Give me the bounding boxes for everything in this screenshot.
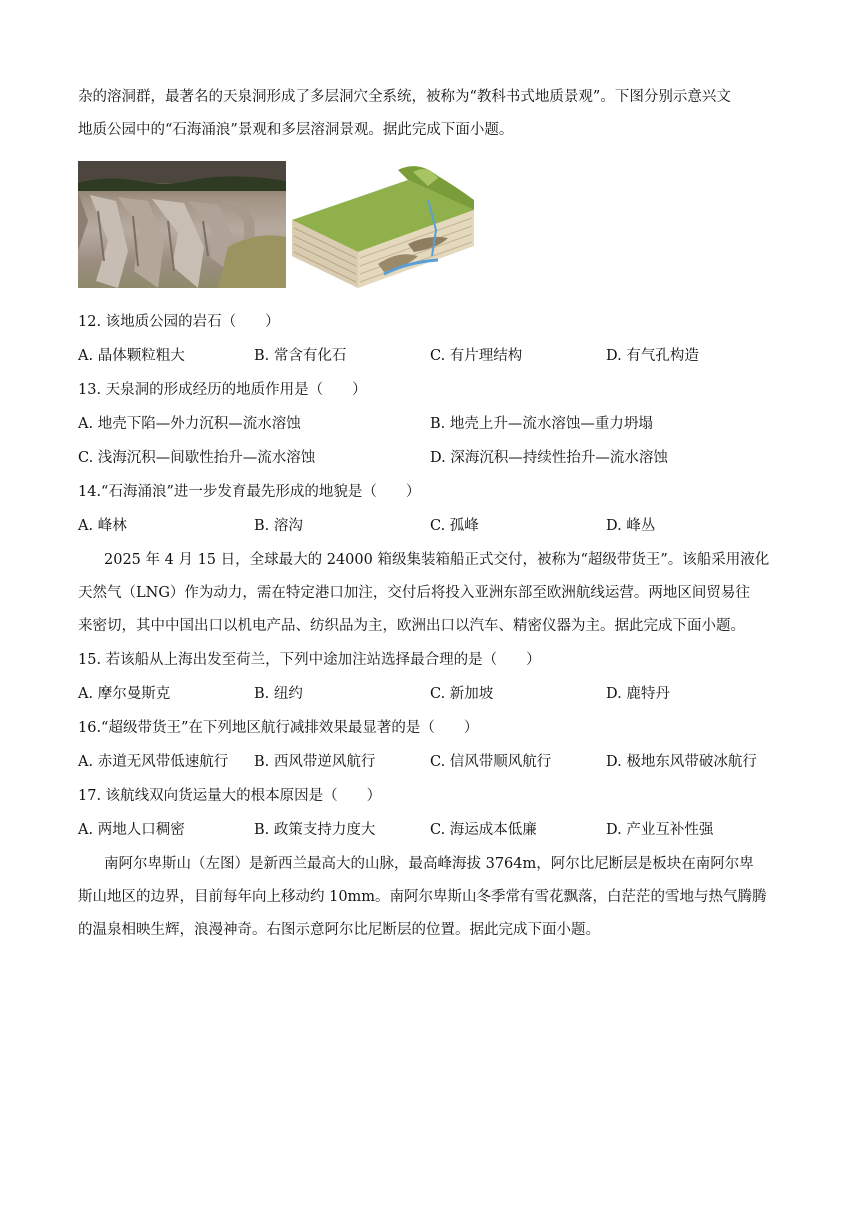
q12-option-c: C. 有片理结构 <box>430 348 523 364</box>
intro-line-1: 杂的溶洞群，最著名的天泉洞形成了多层洞穴全系统，被称为“教科书式地质景观”。下图分别示意兴文 <box>78 89 731 105</box>
q14-option-d: D. 峰丛 <box>606 518 656 534</box>
passage2-line-2: 天然气（LNG）作为动力，需在特定港口加注，交付后将投入亚洲东部至欧洲航线运营。两地区间贸易往 <box>78 585 750 601</box>
multilayer-cave-diagram <box>288 160 478 290</box>
q17-option-a: A. 两地人口稠密 <box>78 822 185 838</box>
passage2-line-3: 来密切，其中中国出口以机电产品、纺织品为主，欧洲出口以汽车、精密仪器为主。据此完成下面小题。 <box>78 618 745 634</box>
q15-option-a: A. 摩尔曼斯克 <box>78 686 171 702</box>
passage3-line-2: 斯山地区的边界，目前每年向上移动约 10mm。南阿尔卑斯山冬季常有雪花飘落，白茫茫的雪地与热气腾腾 <box>78 889 767 905</box>
q13-option-b: B. 地壳上升—流水溶蚀—重力坍塌 <box>430 416 653 432</box>
q12-option-a: A. 晶体颗粒粗大 <box>78 348 185 364</box>
q17-option-c: C. 海运成本低廉 <box>430 822 537 838</box>
q17-option-d: D. 产业互补性强 <box>606 822 714 838</box>
q12-option-b: B. 常含有化石 <box>254 348 347 364</box>
q12-stem: 12. 该地质公园的岩石（ ） <box>78 314 280 330</box>
q16-option-d: D. 极地东风带破冰航行 <box>606 754 757 770</box>
q17-stem: 17. 该航线双向货运量大的根本原因是（ ） <box>78 788 382 804</box>
q14-option-b: B. 溶沟 <box>254 518 303 534</box>
q13-option-a: A. 地壳下陷—外力沉积—流水溶蚀 <box>78 416 301 432</box>
passage3-line-3: 的温泉相映生辉，浪漫神奇。右图示意阿尔比尼断层的位置。据此完成下面小题。 <box>78 922 600 938</box>
q16-stem: 16.“超级带货王”在下列地区航行减排效果最显著的是（ ） <box>78 720 479 736</box>
q13-option-d: D. 深海沉积—持续性抬升—流水溶蚀 <box>430 450 668 466</box>
q15-option-d: D. 鹿特丹 <box>606 686 670 702</box>
q16-option-c: C. 信风带顺风航行 <box>430 754 552 770</box>
q13-stem: 13. 天泉洞的形成经历的地质作用是（ ） <box>78 382 367 398</box>
q16-option-a: A. 赤道无风带低速航行 <box>78 754 229 770</box>
q14-option-c: C. 孤峰 <box>430 518 479 534</box>
q15-option-c: C. 新加坡 <box>430 686 494 702</box>
stone-sea-photo <box>78 161 286 288</box>
q14-stem: 14.“石海涌浪”进一步发育最先形成的地貌是（ ） <box>78 484 421 500</box>
q16-option-b: B. 西风带逆风航行 <box>254 754 376 770</box>
q14-option-a: A. 峰林 <box>78 518 127 534</box>
q17-option-b: B. 政策支持力度大 <box>254 822 376 838</box>
q13-option-c: C. 浅海沉积—间歇性抬升—流水溶蚀 <box>78 450 316 466</box>
q12-option-d: D. 有气孔构造 <box>606 348 699 364</box>
passage2-line-1: 2025 年 4 月 15 日，全球最大的 24000 箱级集装箱船正式交付，被称为“超级带货王”。该船采用液化 <box>104 552 770 568</box>
passage3-line-1: 南阿尔卑斯山（左图）是新西兰最高大的山脉，最高峰海拔 3764m，阿尔比尼断层是板块在南阿尔卑 <box>104 856 754 872</box>
q15-option-b: B. 纽约 <box>254 686 303 702</box>
q15-stem: 15. 若该船从上海出发至荷兰，下列中途加注站选择最合理的是（ ） <box>78 652 541 668</box>
intro-line-2: 地质公园中的“石海涌浪”景观和多层溶洞景观。据此完成下面小题。 <box>78 122 514 138</box>
